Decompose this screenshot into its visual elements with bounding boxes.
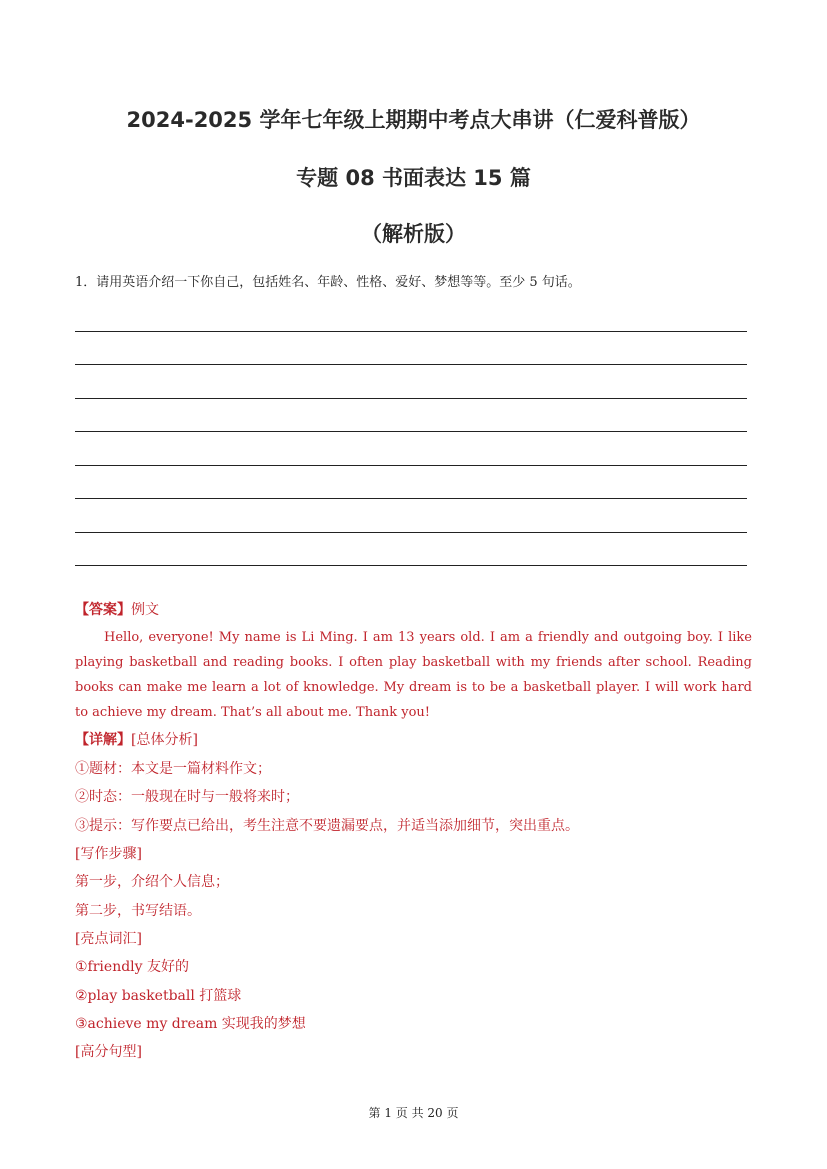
sample-essay	[75, 625, 752, 725]
answer-line	[75, 565, 747, 566]
answer-line	[75, 331, 747, 332]
analysis-line: [高分句型]	[75, 1044, 142, 1060]
analysis-line: ②时态：一般现在时与一般将来时；	[75, 789, 299, 805]
answer-line	[75, 398, 747, 399]
analysis-label-text: [总体分析]	[131, 732, 198, 748]
analysis-line: 第二步，书写结语。	[75, 903, 201, 919]
page-number: 第 1 页 共 20 页	[368, 1106, 459, 1120]
document-version-label: （解析版）	[361, 222, 466, 246]
analysis-line: 第一步，介绍个人信息；	[75, 874, 229, 890]
answer-bracket-label: 【答案】	[75, 602, 131, 618]
question-prompt: 1．请用英语介绍一下你自己，包括姓名、年龄、性格、爱好、梦想等等。至少 5 句话。	[75, 275, 581, 290]
analysis-line: [写作步骤]	[75, 846, 142, 862]
analysis-line: ③提示：写作要点已给出，考生注意不要遗漏要点，并适当添加细节，突出重点。	[75, 818, 579, 834]
analysis-bracket-label: 【详解】	[75, 732, 131, 748]
answer-line	[75, 364, 747, 365]
answer-line	[75, 465, 747, 466]
analysis-line: [亮点词汇]	[75, 931, 142, 947]
answer-line	[75, 532, 747, 533]
analysis-line: ①题材：本文是一篇材料作文；	[75, 761, 271, 777]
analysis-line: ①friendly 友好的	[75, 959, 190, 975]
answer-line	[75, 431, 747, 432]
analysis-line: ③achieve my dream 实现我的梦想	[75, 1016, 306, 1032]
document-subtitle: 专题 08 书面表达 15 篇	[296, 166, 531, 190]
analysis-heading	[75, 729, 198, 749]
answer-label-text: 例文	[131, 602, 159, 618]
essay-text: Hello, everyone! My name is Li Ming. I am 13 years old. I am a friendly and outgoing boy. I like playing basketball and reading books. I often play basketball with my friends after school. Reading books can make me learn a lot of knowledge. My dream is to be a basketball player. I will work hard to achieve my dream. That’s all about me. Thank you!	[75, 630, 752, 720]
analysis-line: ②play basketball 打篮球	[75, 988, 242, 1004]
document-title: 2024-2025 学年七年级上期期中考点大串讲（仁爱科普版）	[126, 108, 701, 132]
answer-heading	[75, 599, 159, 619]
answer-line	[75, 498, 747, 499]
